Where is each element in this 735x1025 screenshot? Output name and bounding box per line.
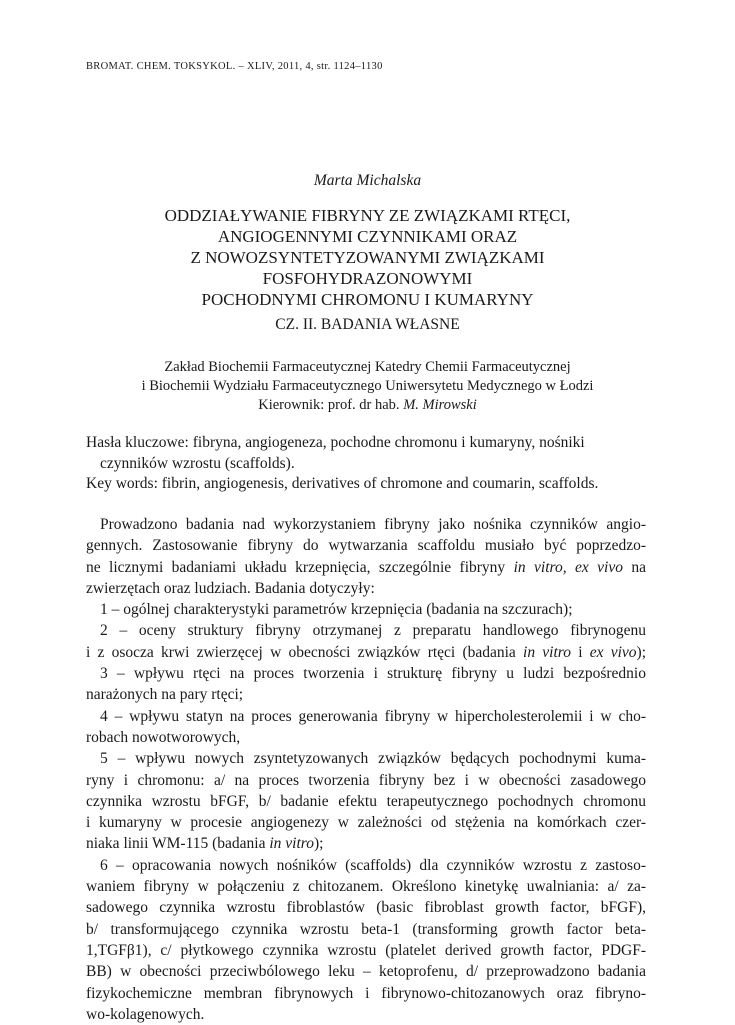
text-line: zwierzętach oraz ludziach. Badania dotyczyły: [86,579,375,597]
text-span: na [622,558,646,576]
text-span: ); [636,643,646,661]
text-line: b/ transformującego czynnika wzrostu beta-1 (transforming growth factor beta- [86,920,646,938]
title-line: ANGIOGENNYMI CZYNNIKAMI ORAZ [217,227,518,246]
list-item-6: 6 – opracowania nowych nośników (scaffolds) dla czynników wzrostu z zastoso- [100,856,646,874]
italic-span: in vitro [269,835,315,853]
text-line: 1,TGFβ1), c/ płytkowego czynnika wzrostu (platelet derived growth factor, PDGF- [86,941,646,959]
keywords-en: Key words: fibrin, angiogenesis, derivatives of chromone and coumarin, scaffolds. [86,475,599,492]
text-span: ne licznymi badaniami układu krzepnięcia, szczególnie fibryny [86,558,514,576]
author-name: Marta Michalska [313,172,422,189]
keywords-pl: Hasła kluczowe: fibryna, angiogeneza, pochodne chromonu i kumaryny, nośniki [86,434,585,451]
title-line: FOSFOHYDRAZONOWYMI [262,269,473,288]
list-item-5: 5 – wpływu nowych zsyntetyzowanych związków będących pochodnymi kuma- [100,750,646,768]
text-line: wo-kolagenowych. [86,1005,205,1023]
text-line: Prowadzono badania nad wykorzystaniem fibryny jako nośnika czynników angio- [100,516,646,533]
head-name: M. Mirowski [403,397,477,413]
text-line [86,833,646,854]
running-head: BROMAT. CHEM. TOKSYKOL. – XLIV, 2011, 4, str. 1124–1130 [86,61,383,72]
title-line: Z NOWOZSYNTETYZOWANYMI ZWIĄZKAMI [190,248,545,267]
head-prefix: Kierownik: prof. dr hab. [258,397,404,413]
text-span: i [571,643,590,661]
italic-span: in vitro, ex vivo [513,558,623,576]
text-line [86,557,646,578]
body-text [86,514,646,1025]
text-line: gennych. Zastosowanie fibryny do wytwarzania scaffoldu musiało być poprzedzo- [86,537,646,555]
text-line: fizykochemiczne membran fibrynowych i fibrynowo-chitozanowych oraz fibryno- [86,984,646,1002]
text-line: sadowego czynnika wzrostu fibroblastów (basic fibroblast growth factor, bFGF), [86,899,646,917]
text-line: BB) w obecności przeciwbólowego leku – ketoprofenu, d/ przeprowadzono badania [86,963,646,981]
text-line: i kumaryny w procesie angiogenezy w zależności od stężenia na komórkach czer- [86,814,646,832]
keywords-block [86,433,646,495]
affiliation [40,358,695,415]
text-line: ryny i chromonu: a/ na proces tworzenia fibryny bez i w obecności zasadowego [86,771,646,789]
italic-span: ex vivo [589,643,637,661]
affiliation-line: i Biochemii Wydziału Farmaceutycznego Uniwersytetu Medycznego w Łodzi [141,378,594,394]
text-line: robach nowotworowych, [86,728,241,746]
title-line: ODDZIAŁYWANIE FIBRYNY ZE ZWIĄZKAMI RTĘCI, [164,206,571,225]
title-line: POCHODNYMI CHROMONU I KUMARYNY [201,290,534,309]
text-span: niaka linii WM-115 (badania [86,835,270,853]
text-line: narażonych na pary rtęci; [86,686,244,704]
italic-span: in vitro [523,643,571,661]
affiliation-head [40,396,695,415]
keywords-pl-cont: czynników wzrostu (scaffolds). [100,454,295,472]
list-item-1: 1 – ogólnej charakterystyki parametrów krzepnięcia (badania na szczurach); [100,601,573,619]
text-line: czynnika wzrostu bFGF, b/ badanie efektu terapeutycznego pochodnych chromonu [86,792,646,810]
text-line [86,642,646,663]
text-span: ); [314,835,324,853]
list-item-3: 3 – wpływu rtęci na proces tworzenia i strukturę fibryny u ludzi bezpośrednio [100,665,646,683]
text-span: i z osocza krwi zwierzęcej w obecności związków rtęci (badania [86,643,524,661]
text-line: waniem fibryny w połączeniu z chitozanem. Określono kinetykę uwalniania: a/ za- [86,878,646,896]
list-item-4: 4 – wpływu statyn na proces generowania fibryny w hipercholesterolemii i w cho- [100,707,646,725]
article-title [40,205,695,310]
article-subtitle: CZ. II. BADANIA WŁASNE [275,316,460,333]
affiliation-line: Zakład Biochemii Farmaceutycznej Katedry Chemii Farmaceutycznej [164,359,571,375]
list-item-2: 2 – oceny struktury fibryny otrzymanej z preparatu handlowego fibrynogenu [100,622,646,640]
